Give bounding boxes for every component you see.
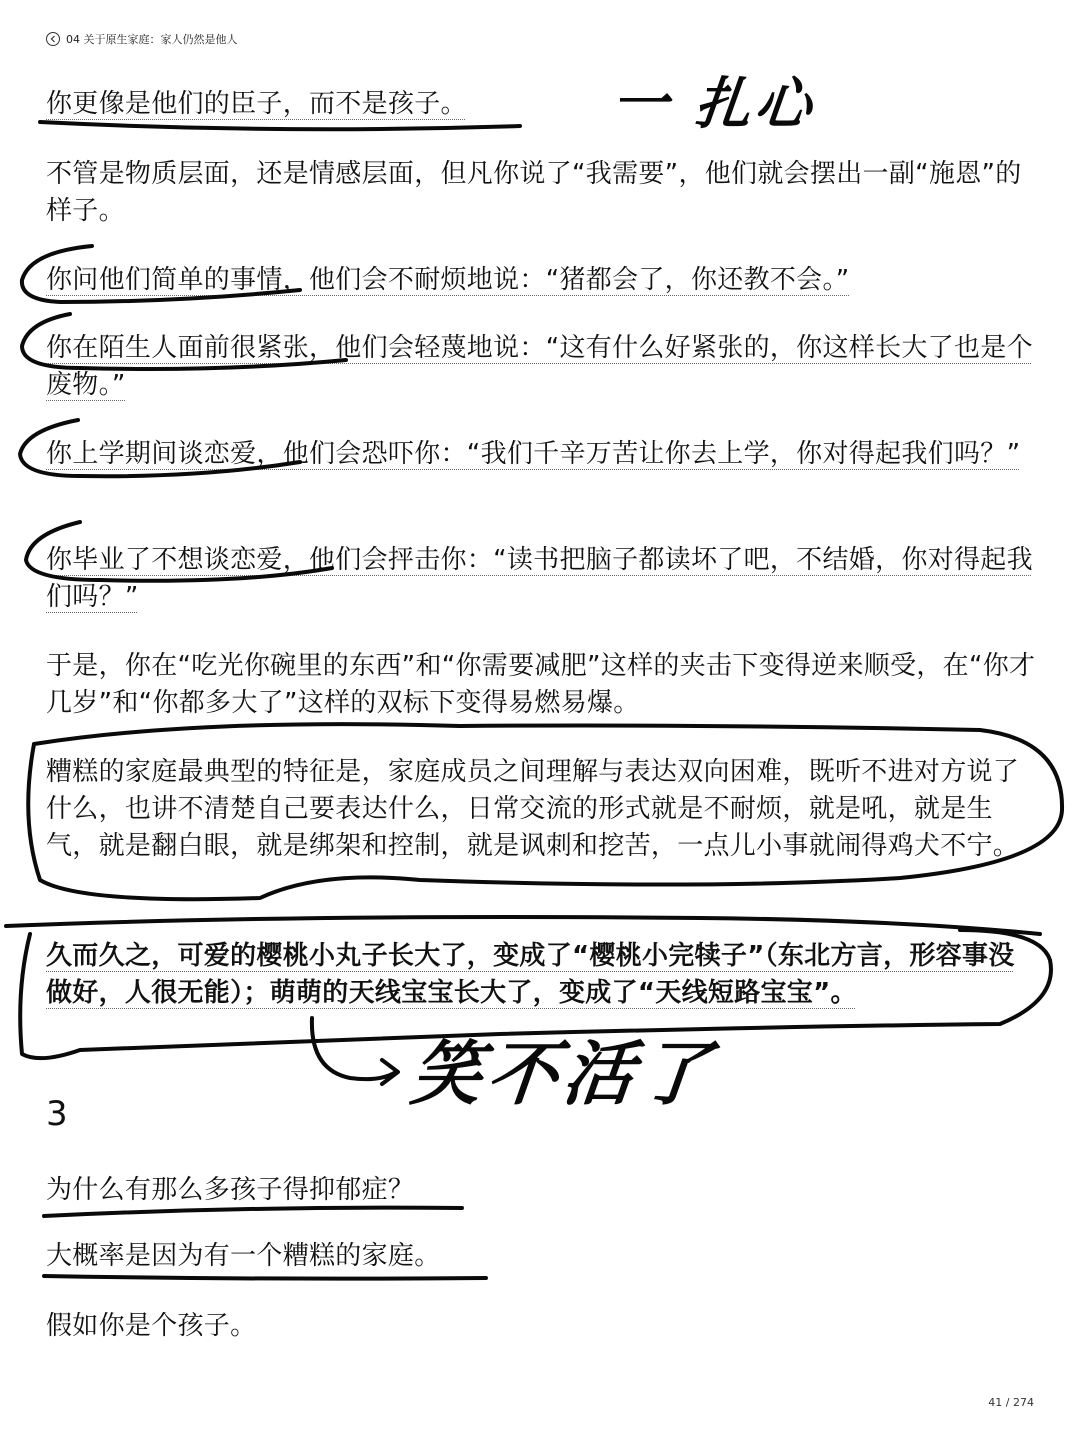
page-indicator: 41 / 274 <box>988 1396 1034 1409</box>
paragraph-3: 你问他们简单的事情，他们会不耐烦地说：“猪都会了，你还教不会。” <box>46 265 850 295</box>
paragraph-1: 你更像是他们的臣子，而不是孩子。 <box>46 89 467 119</box>
paragraph-6: 你毕业了不想谈恋爱，他们会抨击你：“读书把脑子都读坏了吧，不结婚，你对得起我们吗？” <box>46 545 1033 612</box>
paragraph-11: 大概率是因为有一个糟糕的家庭。 <box>46 1241 441 1271</box>
section-number: 3 <box>46 1094 68 1134</box>
ink-arrow <box>312 1018 398 1084</box>
handwritten-note-1: 一 扎心 <box>608 71 819 137</box>
ink-divider <box>6 917 1040 934</box>
paragraph-7: 于是，你在“吃光你碗里的东西”和“你需要减肥”这样的夹击下变得逆来顺受，在“你才几岁”和“你都多大了”这样的双标下变得易燃易爆。 <box>46 651 1036 718</box>
handwritten-note-2: 笑不活了 <box>407 1032 720 1115</box>
paragraph-9: 久而久之，可爱的樱桃小丸子长大了，变成了“樱桃小完犊子”（东北方言，形容事没做好，人很无能）；萌萌的天线宝宝长大了，变成了“天线短路宝宝”。 <box>46 941 1015 1008</box>
chapter-header <box>46 30 238 48</box>
chapter-title: 04 关于原生家庭：家人仍然是他人 <box>66 33 238 46</box>
ink-underline-11 <box>44 1276 486 1279</box>
back-icon[interactable] <box>46 32 60 46</box>
paragraph-4: 你在陌生人面前很紧张，他们会轻蔑地说：“这有什么好紧张的，你这样长大了也是个废物。” <box>46 333 1033 400</box>
paragraph-12: 假如你是个孩子。 <box>46 1311 257 1341</box>
paragraph-8: 糟糕的家庭最典型的特征是，家庭成员之间理解与表达双向困难，既听不进对方说了什么，也讲不清楚自己要表达什么，日常交流的形式就是不耐烦，就是吼，就是生气，就是翻白眼，就是绑架和控制，就是讽刺和挖苦，一点儿小事就闹得鸡犬不宁。 <box>46 757 1020 861</box>
paragraph-10: 为什么有那么多孩子得抑郁症？ <box>46 1175 415 1205</box>
ink-underline-1 <box>40 122 520 129</box>
paragraph-5: 你上学期间谈恋爱，他们会恐吓你：“我们千辛万苦让你去上学，你对得起我们吗？” <box>46 439 1021 469</box>
paragraph-2: 不管是物质层面，还是情感层面，但凡你说了“我需要”，他们就会摆出一副“施恩”的样子。 <box>46 159 1022 226</box>
